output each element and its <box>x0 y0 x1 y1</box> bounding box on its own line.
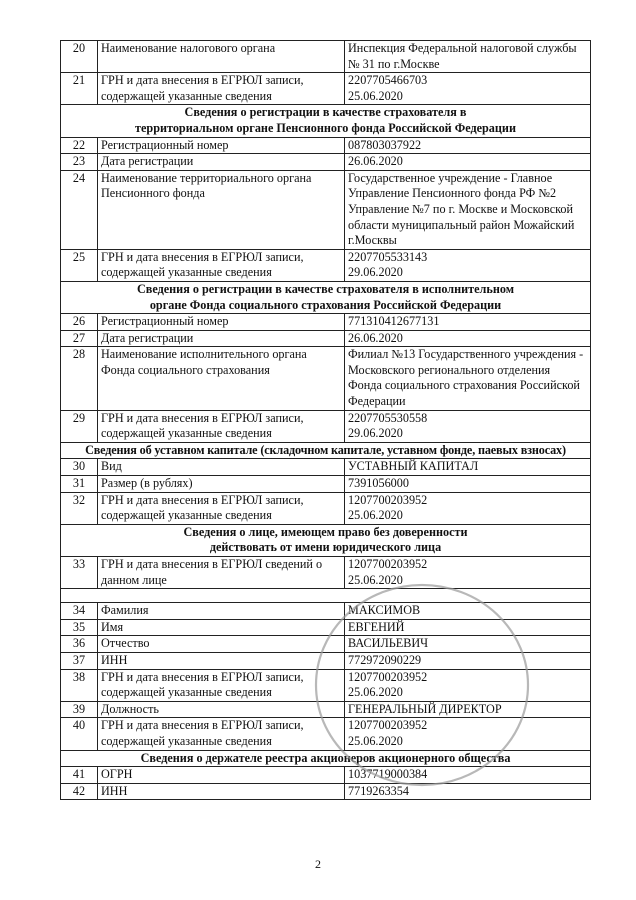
field-value <box>345 669 591 701</box>
row-number: 36 <box>61 636 98 653</box>
field-value <box>345 492 591 524</box>
table-row <box>61 410 591 442</box>
table-row <box>61 669 591 701</box>
field-value: ЕВГЕНИЙ <box>345 619 591 636</box>
row-number: 32 <box>61 492 98 524</box>
field-value <box>345 557 591 589</box>
row-number: 38 <box>61 669 98 701</box>
row-number: 40 <box>61 718 98 750</box>
field-value: ВАСИЛЬЕВИЧ <box>345 636 591 653</box>
field-value: МАКСИМОВ <box>345 603 591 620</box>
table-row <box>61 701 591 718</box>
field-label: Наименование территориального органа Пенсионного фонда <box>98 170 345 249</box>
field-label: ГРН и дата внесения в ЕГРЮЛ записи, содержащей указанные сведения <box>98 410 345 442</box>
table-row <box>61 557 591 589</box>
page-number: 2 <box>315 857 321 871</box>
grn-number: 1207700203952 <box>348 492 428 507</box>
table-row <box>61 330 591 347</box>
table-row <box>61 459 591 476</box>
field-value: Филиал №13 Государственного учреждения - Московского регионального отделения Фонда социального страхования Российской Федерации <box>345 347 591 410</box>
section-heading: Сведения о держателе реестра акционеров акционерного общества <box>61 750 591 767</box>
blank-row <box>61 589 591 603</box>
table-row <box>61 619 591 636</box>
section-heading: Сведения о регистрации в качестве страхователя в исполнительном органе Фонда социального страхования Российской Федерации <box>61 281 591 313</box>
row-number: 39 <box>61 701 98 718</box>
field-label: Отчество <box>98 636 345 653</box>
field-value: Инспекция Федеральной налоговой службы № 31 по г.Москве <box>345 41 591 73</box>
grn-number: 2207705533143 <box>348 249 428 264</box>
row-number: 20 <box>61 41 98 73</box>
egrul-table <box>60 40 591 800</box>
table-row <box>61 783 591 800</box>
field-label: Фамилия <box>98 603 345 620</box>
field-label: ГРН и дата внесения в ЕГРЮЛ записи, содержащей указанные сведения <box>98 73 345 105</box>
field-value: УСТАВНЫЙ КАПИТАЛ <box>345 459 591 476</box>
row-number: 25 <box>61 249 98 281</box>
grn-date: 29.06.2020 <box>348 265 403 280</box>
table-row <box>61 314 591 331</box>
row-number: 34 <box>61 603 98 620</box>
row-number: 35 <box>61 619 98 636</box>
grn-number: 2207705530558 <box>348 410 428 425</box>
field-value <box>345 718 591 750</box>
row-number: 22 <box>61 137 98 154</box>
field-label: Должность <box>98 701 345 718</box>
field-label: ОГРН <box>98 767 345 784</box>
field-label: Вид <box>98 459 345 476</box>
grn-number: 1207700203952 <box>348 557 428 571</box>
field-value: 26.06.2020 <box>345 330 591 347</box>
section-heading: Сведения о лице, имеющем право без доверенности действовать от имени юридического лица <box>61 524 591 556</box>
table-row <box>61 767 591 784</box>
egrul-extract-page <box>60 40 590 800</box>
row-number: 21 <box>61 73 98 105</box>
field-value: 1037719000384 <box>345 767 591 784</box>
field-value: 772972090229 <box>345 652 591 669</box>
grn-date: 25.06.2020 <box>348 572 403 587</box>
row-number: 24 <box>61 170 98 249</box>
section-header-row <box>61 524 591 556</box>
field-value: 26.06.2020 <box>345 154 591 171</box>
row-number: 23 <box>61 154 98 171</box>
field-label: ГРН и дата внесения в ЕГРЮЛ сведений о данном лице <box>98 557 345 589</box>
field-label: Регистрационный номер <box>98 314 345 331</box>
field-label: ГРН и дата внесения в ЕГРЮЛ записи, содержащей указанные сведения <box>98 718 345 750</box>
table-row <box>61 718 591 750</box>
field-label: Наименование налогового органа <box>98 41 345 73</box>
field-label: Имя <box>98 619 345 636</box>
table-row <box>61 73 591 105</box>
field-value <box>345 73 591 105</box>
section-header-row <box>61 442 591 459</box>
row-number: 42 <box>61 783 98 800</box>
section-header-row <box>61 281 591 313</box>
table-row <box>61 170 591 249</box>
table-row <box>61 603 591 620</box>
field-label: ИНН <box>98 783 345 800</box>
table-row <box>61 347 591 410</box>
field-label: ГРН и дата внесения в ЕГРЮЛ записи, содержащей указанные сведения <box>98 669 345 701</box>
table-row <box>61 41 591 73</box>
grn-number: 1207700203952 <box>348 669 428 684</box>
grn-date: 25.06.2020 <box>348 733 403 748</box>
table-row <box>61 636 591 653</box>
section-header-row <box>61 105 591 137</box>
field-value: 7391056000 <box>345 476 591 493</box>
grn-date: 25.06.2020 <box>348 88 403 103</box>
section-heading: Сведения о регистрации в качестве страхователя в территориальном органе Пенсионного фонда Российской Федерации <box>61 105 591 137</box>
grn-date: 25.06.2020 <box>348 685 403 700</box>
field-label: ГРН и дата внесения в ЕГРЮЛ записи, содержащей указанные сведения <box>98 249 345 281</box>
row-number: 29 <box>61 410 98 442</box>
row-number: 28 <box>61 347 98 410</box>
table-row <box>61 137 591 154</box>
field-label: Регистрационный номер <box>98 137 345 154</box>
field-value: 7719263354 <box>345 783 591 800</box>
field-value <box>345 410 591 442</box>
grn-date: 25.06.2020 <box>348 508 403 523</box>
row-number: 33 <box>61 557 98 589</box>
grn-number: 2207705466703 <box>348 73 428 88</box>
row-number: 31 <box>61 476 98 493</box>
grn-date: 29.06.2020 <box>348 426 403 441</box>
field-value: Государственное учреждение - Главное Управление Пенсионного фонда РФ №2 Управление №7 по г. Москве и Московской области муниципальный район Можайский г.Москвы <box>345 170 591 249</box>
field-label: ГРН и дата внесения в ЕГРЮЛ записи, содержащей указанные сведения <box>98 492 345 524</box>
field-value <box>345 249 591 281</box>
field-label: Дата регистрации <box>98 154 345 171</box>
field-value: ГЕНЕРАЛЬНЫЙ ДИРЕКТОР <box>345 701 591 718</box>
field-label: Дата регистрации <box>98 330 345 347</box>
row-number: 27 <box>61 330 98 347</box>
row-number: 26 <box>61 314 98 331</box>
grn-number: 1207700203952 <box>348 718 428 733</box>
field-value: 087803037922 <box>345 137 591 154</box>
row-number: 41 <box>61 767 98 784</box>
table-row <box>61 154 591 171</box>
table-row <box>61 492 591 524</box>
field-label: Размер (в рублях) <box>98 476 345 493</box>
field-label: Наименование исполнительного органа Фонда социального страхования <box>98 347 345 410</box>
field-label: ИНН <box>98 652 345 669</box>
row-number: 37 <box>61 652 98 669</box>
table-row <box>61 652 591 669</box>
table-row <box>61 476 591 493</box>
field-value: 771310412677131 <box>345 314 591 331</box>
section-heading: Сведения об уставном капитале (складочном капитале, уставном фонде, паевых взносах) <box>61 442 591 459</box>
section-header-row <box>61 750 591 767</box>
blank-cell <box>61 589 591 603</box>
row-number: 30 <box>61 459 98 476</box>
table-row <box>61 249 591 281</box>
